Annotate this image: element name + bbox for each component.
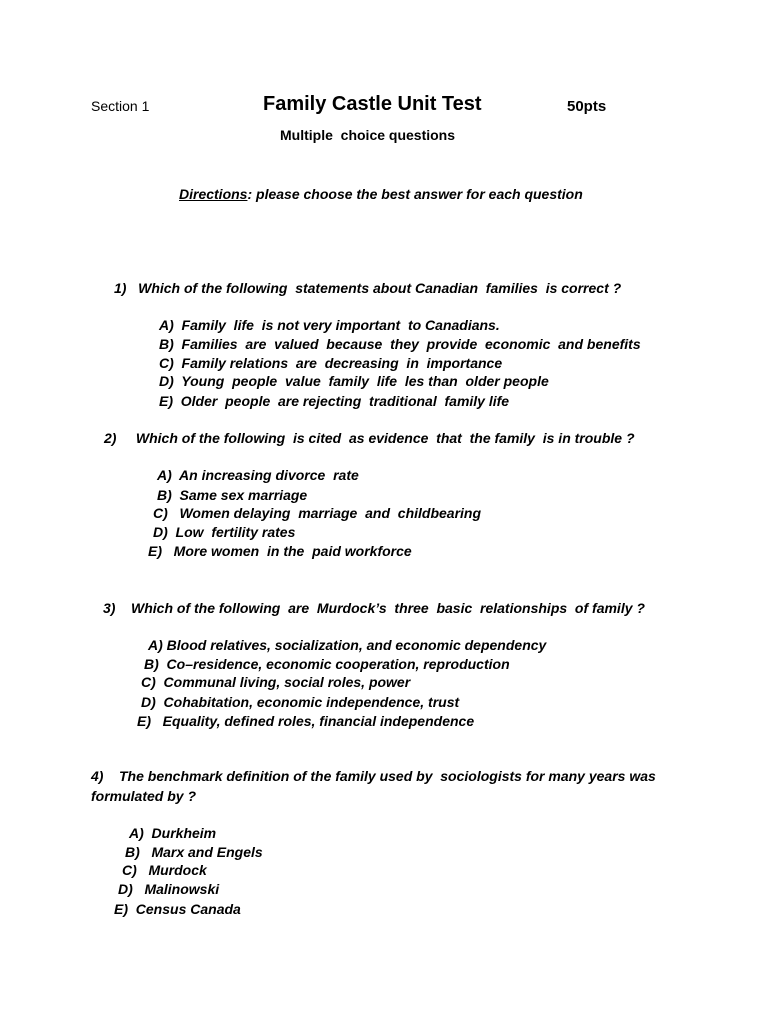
question-3-option-c: C) Communal living, social roles, power bbox=[141, 674, 411, 690]
question-4-text-line-1: 4) The benchmark definition of the family used by sociologists for many years was bbox=[91, 768, 656, 784]
question-2-option-c: C) Women delaying marriage and childbearing bbox=[153, 505, 482, 521]
page-subtitle: Multiple choice questions bbox=[280, 127, 456, 143]
question-3-text: 3) Which of the following are Murdock’s three basic relationships of family ? bbox=[103, 600, 645, 616]
question-4-option-b: B) Marx and Engels bbox=[125, 844, 263, 860]
directions bbox=[179, 186, 583, 202]
question-2-option-d: D) Low fertility rates bbox=[153, 524, 296, 540]
question-3-option-e: E) Equality, defined roles, financial independence bbox=[137, 713, 475, 729]
question-3-option-b: B) Co–residence, economic cooperation, reproduction bbox=[144, 656, 510, 672]
question-1-option-e: E) Older people are rejecting traditional family life bbox=[159, 393, 510, 409]
question-2-option-b: B) Same sex marriage bbox=[157, 487, 308, 503]
question-1-text: 1) Which of the following statements about Canadian families is correct ? bbox=[114, 280, 622, 296]
question-4-option-c: C) Murdock bbox=[122, 862, 207, 878]
question-2-option-e: E) More women in the paid workforce bbox=[148, 543, 412, 559]
section-label: Section 1 bbox=[91, 98, 150, 114]
question-3-option-d: D) Cohabitation, economic independence, trust bbox=[141, 694, 460, 710]
question-4-option-a: A) Durkheim bbox=[129, 825, 217, 841]
directions-text: : please choose the best answer for each question bbox=[247, 186, 583, 202]
question-3-option-a: A) Blood relatives, socialization, and economic dependency bbox=[148, 637, 547, 653]
page-title: Family Castle Unit Test bbox=[263, 93, 482, 115]
question-2-text: 2) Which of the following is cited as evidence that the family is in trouble ? bbox=[104, 430, 635, 446]
question-1-option-c: C) Family relations are decreasing in importance bbox=[159, 355, 503, 371]
points-label: 50pts bbox=[567, 98, 607, 115]
question-1-option-a: A) Family life is not very important to Canadians. bbox=[159, 317, 500, 333]
question-1-option-b: B) Families are valued because they provide economic and benefits bbox=[159, 336, 641, 352]
question-4-option-d: D) Malinowski bbox=[118, 881, 220, 897]
question-4-text-line-2: formulated by ? bbox=[91, 788, 197, 804]
directions-label: Directions bbox=[179, 186, 248, 202]
question-4-option-e: E) Census Canada bbox=[114, 901, 241, 917]
question-2-option-a: A) An increasing divorce rate bbox=[157, 467, 359, 483]
question-1-option-d: D) Young people value family life les than older people bbox=[159, 373, 549, 389]
